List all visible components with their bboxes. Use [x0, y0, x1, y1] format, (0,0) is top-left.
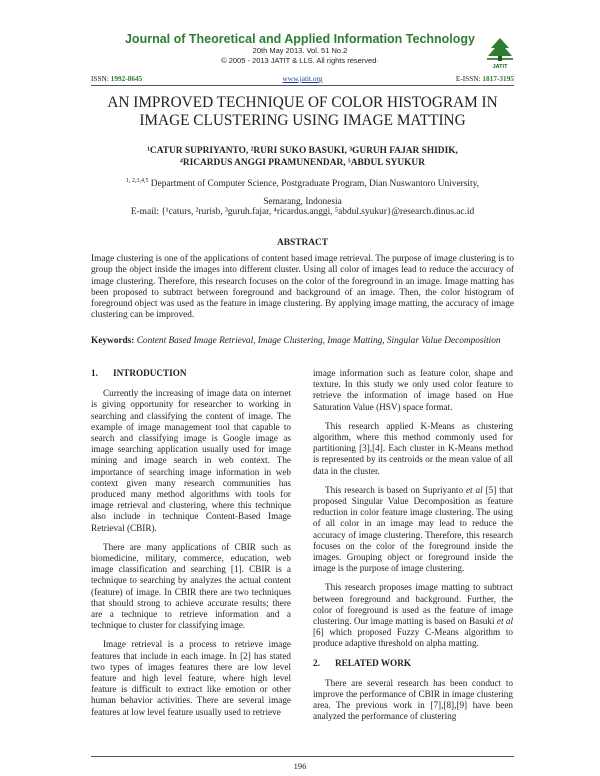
paragraph: Image retrieval is a process to retrieve image features that include in each image. In [2] has stated two types of images features there are low level feature and high level feature, where high level feature is difficult to extract like emotion or other human behavior activities. There are several image features at low level feature usually used to retrieve — [91, 639, 291, 717]
tree-logo-icon — [484, 36, 516, 62]
section-heading-introduction: 1. INTRODUCTION — [91, 368, 187, 378]
journal-title: Journal of Theoretical and Applied Information Technology — [124, 32, 476, 46]
journal-logo — [484, 36, 516, 70]
keywords — [91, 336, 514, 347]
paper-title: AN IMPROVED TECHNIQUE OF COLOR HISTOGRAM IN IMAGE CLUSTERING USING IMAGE MATTING — [107, 94, 498, 129]
paragraph: This research is based on Supriyanto et al [5] that proposed Singular Value Decomposition as feature reduction in color feature image clustering. The using of all color in an image may lead to reduce the accuracy of image clustering. Therefore, this research focuses on the color of the foreground inside the images. Grouping object or foreground inside the image is the purpose of image clustering. — [313, 484, 513, 574]
abstract-text: Image clustering is one of the applications of content based image retrieval. The purpose of image clustering is to group the object inside the images into different cluster. Using all color of images lead to reduce the accuracy of image clustering. Therefore, this research focuses on the color of the foreground in an image. Image matting has been proposed to subtract between foreground and background of an image. Then, the color histogram of foreground object was used as the feature in image clustering. By applying image matting, the accuracy of image clustering can be improved. — [91, 254, 514, 321]
author-emails: E-mail: {¹caturs, ²rurisb, ³guruh.fajar, ⁴ricardus.anggi, ⁵abdul.syukur}@research.dinus.ac.id — [130, 207, 475, 217]
affiliation-superscript: 1, 2,3,4,5 — [125, 178, 149, 184]
paragraph: image information such as feature color, shape and texture. In this study we only used color feature to retrieve the information of image based on Hue Saturation Value (HSV) space format. — [313, 368, 513, 412]
affiliation-line-2: Semarang, Indonesia — [263, 197, 342, 208]
footer-rule — [91, 756, 514, 757]
keywords-text: Content Based Image Retrieval, Image Clustering, Image Matting, Singular Value Decomposition — [136, 336, 501, 346]
affiliation-line-1: Department of Computer Science, Postgraduate Program, Dian Nuswantoro University, — [150, 179, 480, 190]
right-column — [313, 368, 513, 731]
paragraph: This research applied K-Means as clustering algorithm, where this method commonly used for partitioning [3],[4]. Each cluster in K-Means method is represented by its centroids or the mean value of all data in the cluster. — [313, 420, 513, 476]
header-rule — [91, 85, 514, 86]
authors-line-1: ¹CATUR SUPRIYANTO, ²RURI SUKO BASUKI, ³GURUH FAJAR SHIDIK, — [147, 146, 458, 156]
abstract-heading: ABSTRACT — [276, 238, 329, 248]
paragraph: Currently the increasing of image data on internet is giving opportunity for researcher to working in searching and classifying the content of image. The example of image management tool that capable to search and classifying image is Google image as image searching application usually used for image mining and image search in web context. The importance of searching image information in web context given many research communities has produced many method algorithms with tools for image retrieval and clustering, where this technique also include in technique Content-Based Image Retrieval (CBIR). — [91, 388, 291, 533]
left-column — [91, 368, 291, 726]
affiliation — [91, 172, 514, 211]
issn: ISSN: 1992-8645 — [91, 74, 143, 83]
logo-text: JATIT — [492, 64, 508, 70]
eissn: E-ISSN: 1817-3195 — [455, 74, 514, 83]
copyright-line: © 2005 - 2013 JATIT & LLS. All rights reserved· — [221, 56, 379, 65]
authors — [91, 145, 514, 169]
paragraph: There are many applications of CBIR such as biomedicine, military, commerce, education, web image classification and searching [1]. CBIR is a technique to searching by analyzes the actual content (feature) of image. In CBIR there are two techniques that should strong to achieve accurate results; there are a technique to retrieve information and a technique to cluster for classifying image. — [91, 541, 291, 631]
page-number: 196 — [293, 761, 307, 771]
section-heading-related-work: 2. RELATED WORK — [313, 657, 411, 668]
authors-line-2: ⁴RICARDUS ANGGI PRAMUNENDAR, ⁵ABDUL SYUKUR — [180, 158, 425, 168]
website-link[interactable]: www.jatit.org — [282, 74, 323, 83]
paragraph: There are several research has been conduct to improve the performance of CBIR in image clustering area. The previous work in [7],[8],[9] have been analyzed the performance of clustering — [313, 677, 513, 722]
issue-line: 20th May 2013. Vol. 51 No.2 — [252, 46, 348, 55]
issn-row — [91, 74, 514, 84]
paragraph: This research proposes image matting to subtract between foreground and background. Further, the color of foreground is used as the feature of image clustering. Our image matting is based on Basuki et al [6] which proposed Fuzzy C-Means algorithm to produce adaptive threshold on alpha matting. — [313, 582, 513, 649]
keywords-label: Keywords: — [91, 336, 135, 346]
